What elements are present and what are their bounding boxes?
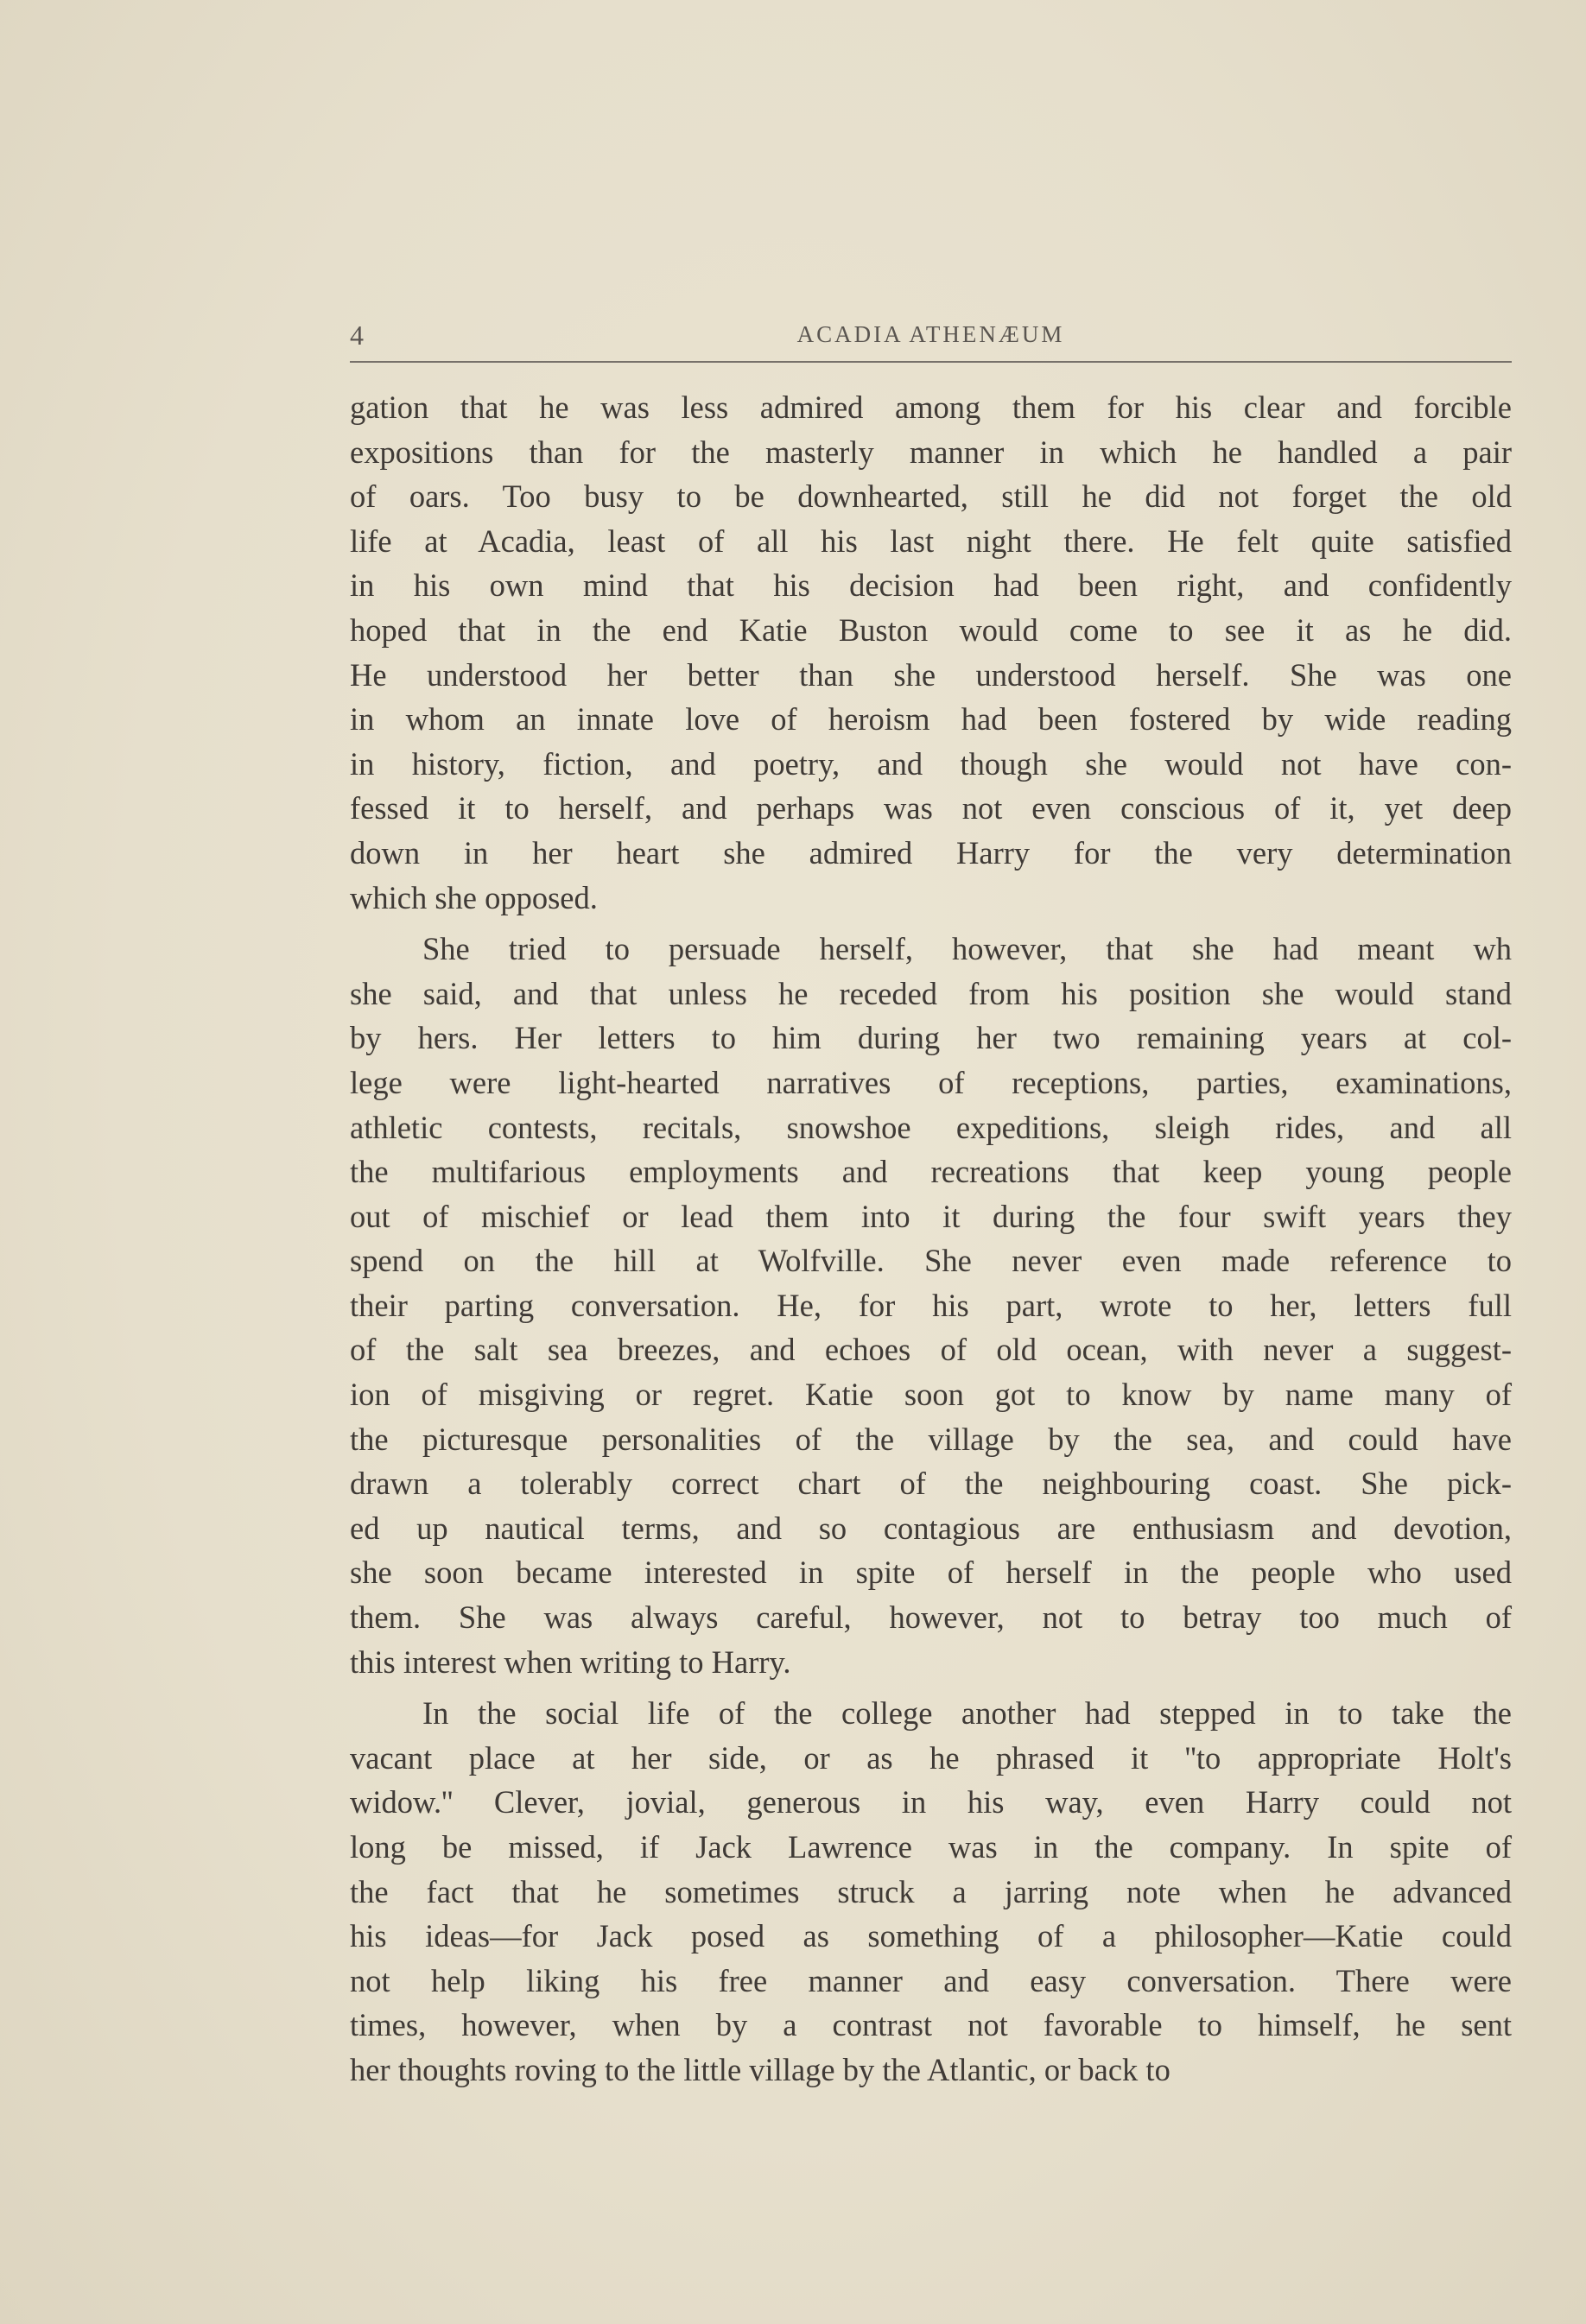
text-line: lege were light-hearted narratives of receptions, parties, examinations, <box>350 1064 1512 1100</box>
text-line: out of mischief or lead them into it during the four swift years they <box>350 1198 1512 1234</box>
text-line: the multifarious employments and recreations that keep young people <box>350 1154 1512 1190</box>
text-line: hoped that in the end Katie Buston would come to see it as he did. <box>350 611 1512 648</box>
text-line: gation that he was less admired among them for his clear and forcible <box>350 389 1512 425</box>
text-line: expositions than for the masterly manner in which he handled a pair <box>350 434 1512 470</box>
text-line: their parting conversation. He, for his part, wrote to her, letters full <box>350 1287 1512 1323</box>
text-line: of the salt sea breezes, and echoes of old ocean, with never a suggest- <box>350 1332 1512 1368</box>
text-line: in history, fiction, and poetry, and though she would not have con- <box>350 745 1512 782</box>
text-line: She tried to persuade herself, however, that she had meant wh <box>422 931 1512 967</box>
paragraph <box>350 385 1512 920</box>
running-head: ACADIA ATHENÆUM <box>796 321 1065 347</box>
text-line: not help liking his free manner and easy conversation. There were <box>350 1962 1512 1998</box>
text-line: his ideas—for Jack posed as something of a philosopher—Katie could <box>350 1918 1512 1954</box>
text-line: ion of misgiving or regret. Katie soon got to know by name many of <box>350 1377 1512 1413</box>
text-line: vacant place at her side, or as he phrased it ''to appropriate Holt's <box>350 1739 1512 1776</box>
text-line: she soon became interested in spite of herself in the people who used <box>350 1555 1512 1591</box>
text-line: them. She was always careful, however, not to betray too much of <box>350 1599 1512 1636</box>
paragraph <box>350 1691 1512 2092</box>
text-line: In the social life of the college another had stepped in to take the <box>422 1695 1512 1732</box>
text-line: times, however, when by a contrast not favorable to himself, he sent <box>350 2007 1512 2043</box>
text-line: this interest when writing to Harry. <box>350 1643 791 1680</box>
text-line: she said, and that unless he receded from his position she would stand <box>350 975 1512 1011</box>
text-line: drawn a tolerably correct chart of the neighbouring coast. She pick- <box>350 1466 1512 1502</box>
text-line: which she opposed. <box>350 879 598 915</box>
text-line: down in her heart she admired Harry for the very determination <box>350 834 1512 871</box>
paragraph <box>350 927 1512 1684</box>
text-line: in whom an innate love of heroism had been fostered by wide reading <box>350 701 1512 738</box>
page-number: 4 <box>350 320 364 351</box>
text-line: the picturesque personalities of the village by the sea, and could have <box>350 1421 1512 1457</box>
text-line: fessed it to herself, and perhaps was not even conscious of it, yet deep <box>350 790 1512 826</box>
text-line: the fact that he sometimes struck a jarring note when he advanced <box>350 1873 1512 1909</box>
text-line: of oars. Too busy to be downhearted, still he did not forget the old <box>350 478 1512 515</box>
header-rule <box>350 361 1512 363</box>
text-line: her thoughts roving to the little village by the Atlantic, or back to <box>350 2051 1170 2087</box>
text-line: He understood her better than she understood herself. She was one <box>350 656 1512 693</box>
text-line: athletic contests, recitals, snowshoe expeditions, sleigh rides, and all <box>350 1109 1512 1145</box>
text-line: ed up nautical terms, and so contagious are enthusiasm and devotion, <box>350 1510 1512 1546</box>
text-line: widow.'' Clever, jovial, generous in his way, even Harry could not <box>350 1784 1512 1821</box>
text-line: life at Acadia, least of all his last night there. He felt quite satisfied <box>350 522 1512 559</box>
text-line: long be missed, if Jack Lawrence was in the company. In spite of <box>350 1829 1512 1865</box>
body-text <box>350 385 1512 2093</box>
text-line: by hers. Her letters to him during her two remaining years at col- <box>350 1020 1512 1056</box>
text-line: in his own mind that his decision had been right, and confidently <box>350 567 1512 604</box>
text-line: spend on the hill at Wolfville. She never even made reference to <box>350 1243 1512 1279</box>
page-header <box>350 313 1512 364</box>
